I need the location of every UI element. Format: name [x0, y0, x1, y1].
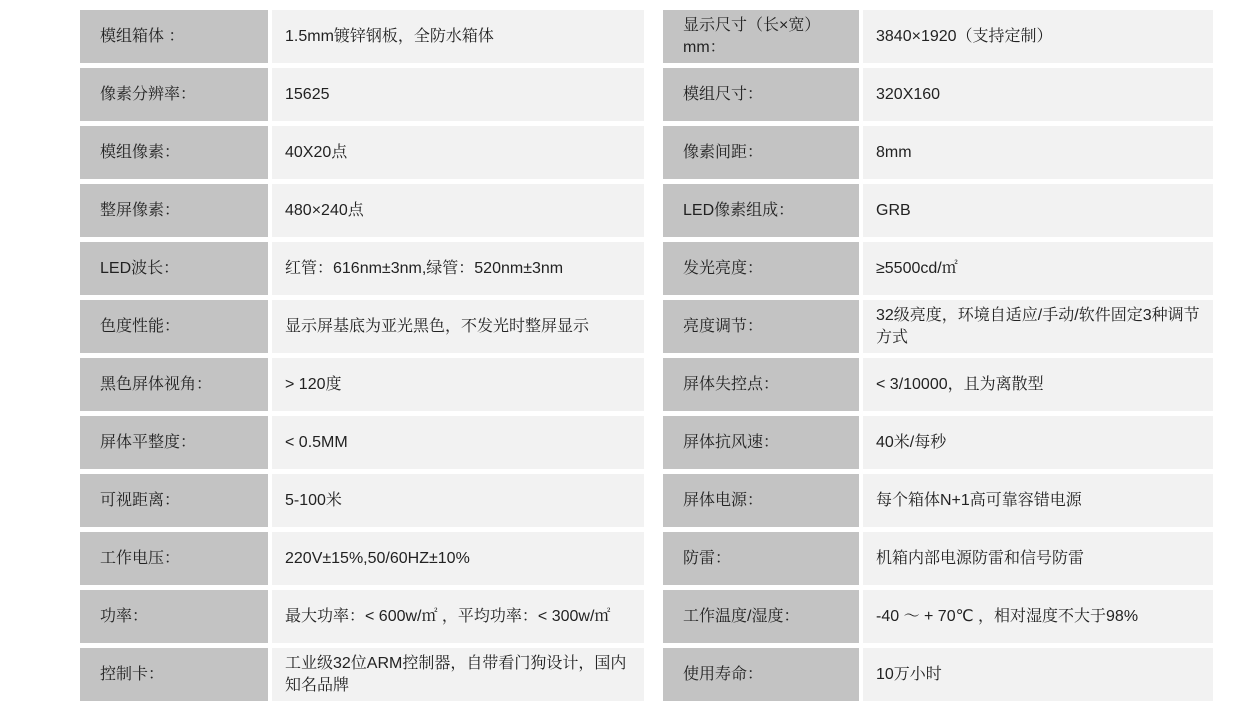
- spec-label-wind-resistance: 屏体抗风速：: [663, 416, 859, 469]
- spec-label-power: 功率：: [80, 590, 268, 643]
- spec-label-flatness: 屏体平整度：: [80, 416, 268, 469]
- spec-label-viewing-angle: 黑色屏体视角：: [80, 358, 268, 411]
- spec-label-pixel-resolution: 像素分辨率：: [80, 68, 268, 121]
- spec-value-power: 最大功率：< 600w/㎡ ，平均功率：< 300w/㎡: [272, 590, 644, 643]
- spec-label-temp-humidity: 工作温度/湿度：: [663, 590, 859, 643]
- spec-row-2: [80, 68, 1213, 121]
- spec-value-temp-humidity: -40 ～ + 70℃ ，相对湿度不大于98%: [863, 590, 1213, 643]
- spec-value-flatness: < 0.5MM: [272, 416, 644, 469]
- spec-value-pixel-pitch: 8mm: [863, 126, 1213, 179]
- spec-value-viewing-angle: > 120度: [272, 358, 644, 411]
- spec-value-led-wavelength: 红管：616nm±3nm,绿管：520nm±3nm: [272, 242, 644, 295]
- spec-row-1: [80, 10, 1213, 63]
- spec-value-control-card: 工业级32位ARM控制器，自带看门狗设计，国内知名品牌: [272, 648, 644, 701]
- spec-row-12: [80, 648, 1213, 701]
- spec-label-led-wavelength: LED波长：: [80, 242, 268, 295]
- spec-value-screen-power: 每个箱体N+1高可靠容错电源: [863, 474, 1213, 527]
- spec-value-brightness-adjust: 32级亮度，环境自适应/手动/软件固定3种调节方式: [863, 300, 1213, 353]
- spec-value-dead-pixels: < 3/10000，且为离散型: [863, 358, 1213, 411]
- spec-label-lightning-protection: 防雷：: [663, 532, 859, 585]
- spec-value-led-composition: GRB: [863, 184, 1213, 237]
- spec-value-pixel-resolution: 15625: [272, 68, 644, 121]
- spec-label-brightness: 发光亮度：: [663, 242, 859, 295]
- spec-row-3: [80, 126, 1213, 179]
- spec-row-6: [80, 300, 1213, 353]
- spec-label-fullscreen-pixels: 整屏像素：: [80, 184, 268, 237]
- spec-label-brightness-adjust: 亮度调节：: [663, 300, 859, 353]
- spec-label-dead-pixels: 屏体失控点：: [663, 358, 859, 411]
- spec-value-module-size: 320X160: [863, 68, 1213, 121]
- spec-row-4: [80, 184, 1213, 237]
- spec-label-chromaticity: 色度性能：: [80, 300, 268, 353]
- spec-row-10: [80, 532, 1213, 585]
- spec-value-display-size: 3840×1920（支持定制）: [863, 10, 1213, 63]
- spec-label-control-card: 控制卡：: [80, 648, 268, 701]
- spec-label-module-size: 模组尺寸：: [663, 68, 859, 121]
- spec-value-wind-resistance: 40米/每秒: [863, 416, 1213, 469]
- spec-value-fullscreen-pixels: 480×240点: [272, 184, 644, 237]
- spec-label-module-cabinet: 模组箱体 ：: [80, 10, 268, 63]
- spec-row-5: [80, 242, 1213, 295]
- spec-value-chromaticity: 显示屏基底为亚光黑色，不发光时整屏显示: [272, 300, 644, 353]
- spec-row-11: [80, 590, 1213, 643]
- spec-label-viewing-distance: 可视距离：: [80, 474, 268, 527]
- spec-table: [80, 10, 1213, 706]
- spec-label-screen-power: 屏体电源：: [663, 474, 859, 527]
- spec-label-led-composition: LED像素组成：: [663, 184, 859, 237]
- spec-value-viewing-distance: 5-100米: [272, 474, 644, 527]
- spec-label-pixel-pitch: 像素间距：: [663, 126, 859, 179]
- spec-value-lifespan: 10万小时: [863, 648, 1213, 701]
- spec-row-8: [80, 416, 1213, 469]
- spec-label-display-size: 显示尺寸（长×宽）mm：: [663, 10, 859, 63]
- spec-label-lifespan: 使用寿命：: [663, 648, 859, 701]
- spec-label-working-voltage: 工作电压：: [80, 532, 268, 585]
- spec-value-brightness: ≥5500cd/㎡: [863, 242, 1213, 295]
- spec-value-working-voltage: 220V±15%,50/60HZ±10%: [272, 532, 644, 585]
- spec-label-module-pixels: 模组像素：: [80, 126, 268, 179]
- spec-row-7: [80, 358, 1213, 411]
- spec-value-module-cabinet: 1.5mm镀锌钢板，全防水箱体: [272, 10, 644, 63]
- spec-value-module-pixels: 40X20点: [272, 126, 644, 179]
- spec-row-9: [80, 474, 1213, 527]
- spec-value-lightning-protection: 机箱内部电源防雷和信号防雷: [863, 532, 1213, 585]
